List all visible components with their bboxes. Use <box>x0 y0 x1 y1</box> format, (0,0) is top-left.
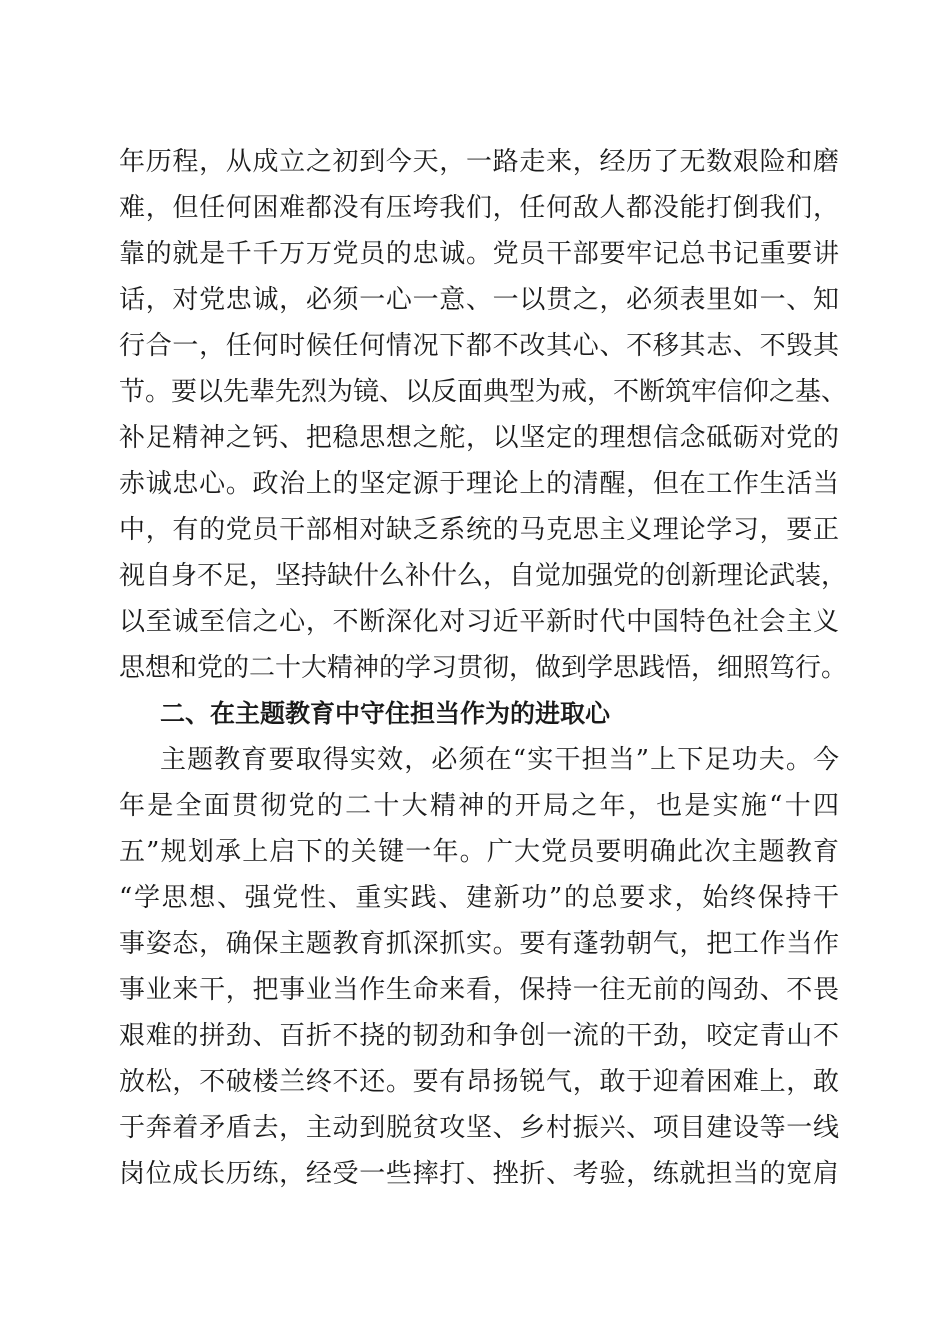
paragraph-line: 于奔着矛盾去，主动到脱贫攻坚、乡村振兴、项目建设等一线 <box>119 1113 839 1143</box>
paragraph-line: 视自身不足，坚持缺什么补什么，自觉加强党的创新理论武装， <box>119 561 848 591</box>
paragraph-line: 行合一，任何时候任何情况下都不改其心、不移其志、不毁其 <box>119 331 839 361</box>
paragraph-line: 思想和党的二十大精神的学习贯彻，做到学思践悟，细照笃行。 <box>119 653 848 683</box>
section-heading: 二、在主题教育中守住担当作为的进取心 <box>160 699 611 728</box>
paragraph-line: 中，有的党员干部相对缺乏系统的马克思主义理论学习，要正 <box>119 515 839 545</box>
paragraph-line: 放松，不破楼兰终不还。要有昂扬锐气，敢于迎着困难上，敢 <box>119 1067 839 1097</box>
paragraph-line: 岗位成长历练，经受一些摔打、挫折、考验，练就担当的宽肩 <box>119 1159 839 1189</box>
paragraph-line: 事业来干，把事业当作生命来看，保持一往无前的闯劲、不畏 <box>119 975 839 1005</box>
paragraph-line: 靠的就是千千万万党员的忠诚。党员干部要牢记总书记重要讲 <box>119 239 839 269</box>
paragraph-line: 补足精神之钙、把稳思想之舵，以坚定的理想信念砥砺对党的 <box>119 423 839 453</box>
paragraph-line: 艰难的拼劲、百折不挠的韧劲和争创一流的干劲，咬定青山不 <box>119 1021 839 1051</box>
paragraph-line: 五”规划承上启下的关键一年。广大党员要明确此次主题教育 <box>119 837 839 867</box>
paragraph-line: 难，但任何困难都没有压垮我们，任何敌人都没能打倒我们， <box>119 193 839 223</box>
paragraph-line: 年是全面贯彻党的二十大精神的开局之年，也是实施“十四 <box>119 791 839 821</box>
paragraph-line: 事姿态，确保主题教育抓深抓实。要有蓬勃朝气，把工作当作 <box>119 929 839 959</box>
paragraph-line: 赤诚忠心。政治上的坚定源于理论上的清醒，但在工作生活当 <box>119 469 839 499</box>
paragraph-line: 年历程，从成立之初到今天，一路走来，经历了无数艰险和磨 <box>119 147 839 177</box>
paragraph-line: “学思想、强党性、重实践、建新功”的总要求，始终保持干 <box>119 883 839 913</box>
paragraph-line: 话，对党忠诚，必须一心一意、一以贯之，必须表里如一、知 <box>119 285 839 315</box>
paragraph-line: 节。要以先辈先烈为镜、以反面典型为戒，不断筑牢信仰之基、 <box>119 377 848 407</box>
paragraph-line: 主题教育要取得实效，必须在“实干担当”上下足功夫。今 <box>160 745 839 775</box>
paragraph-line: 以至诚至信之心，不断深化对习近平新时代中国特色社会主义 <box>119 607 839 637</box>
